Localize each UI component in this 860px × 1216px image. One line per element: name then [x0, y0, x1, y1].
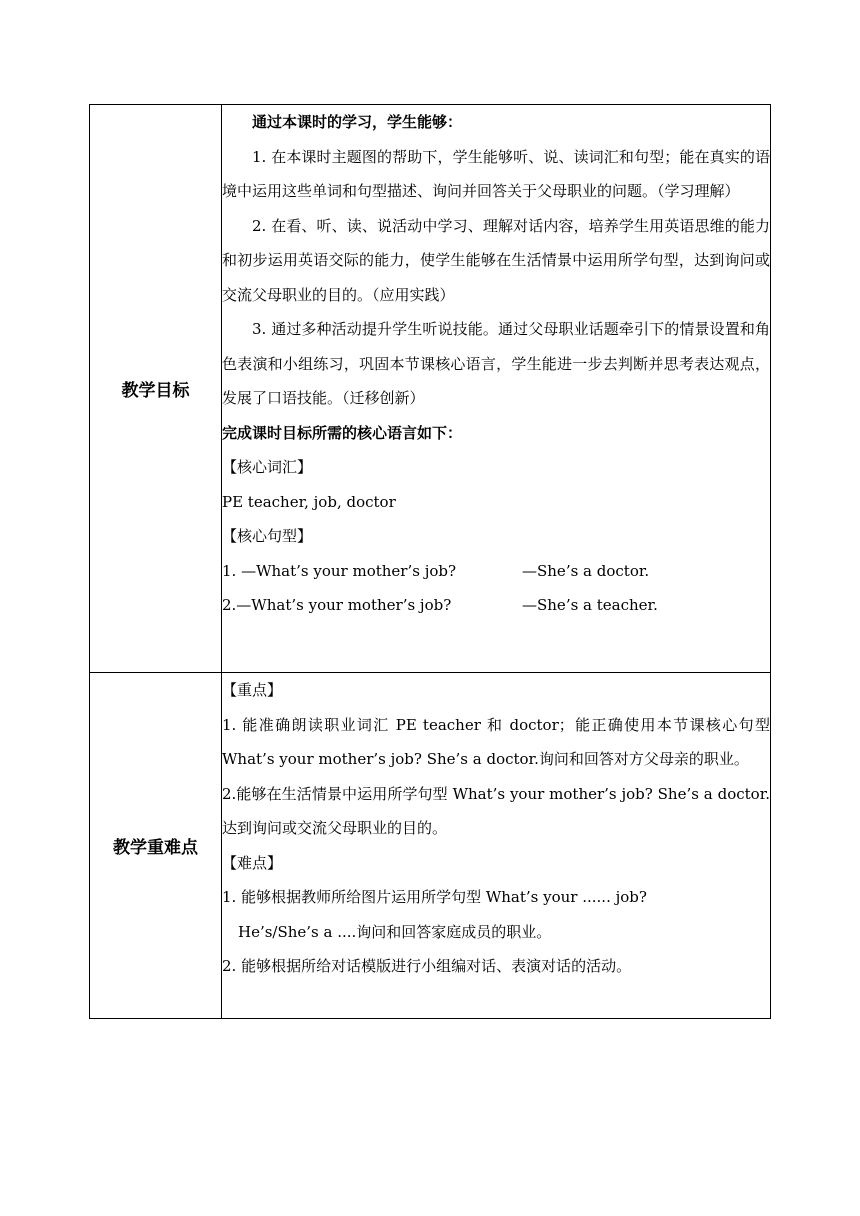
core-language-heading: 完成课时目标所需的核心语言如下：: [222, 423, 463, 442]
vocab-heading: 【核心词汇】: [222, 458, 313, 476]
sentence-answer: —She’s a doctor.: [522, 561, 650, 580]
difficulties-row: [90, 673, 771, 1019]
hard-point-line: 2. 能够根据所给对话模版进行小组编对话、表演对话的活动。: [222, 957, 632, 975]
objective-point: 3. 通过多种活动提升学生听说技能。通过父母职业话题牵引下的情景设置和角色表演和小组练习，巩固本节课核心语言，学生能进一步去判断并思考表达观点，发展了口语技能。（迁移创新）: [222, 320, 770, 407]
hard-points-heading: 【难点】: [222, 853, 283, 872]
sentence-question: 2.—What’s your mother’s job?: [222, 596, 452, 614]
key-point: 1. 能准确朗读职业词汇 PE teacher 和 doctor；能正确使用本节课核心句型 What’s your mother’s job? She’s a doctor.询问和回答对方父母亲的职业。: [222, 715, 770, 768]
objectives-intro: 通过本课时的学习，学生能够：: [252, 113, 463, 131]
objective-point: 1. 在本课时主题图的帮助下，学生能够听、说、读词汇和句型；能在真实的语境中运用这些单词和句型描述、询问并回答关于父母职业的问题。（学习理解）: [222, 147, 770, 200]
objectives-label: 教学目标: [90, 105, 222, 673]
objective-point: 2. 在看、听、读、说活动中学习、理解对话内容，培养学生用英语思维的能力和初步运用英语交际的能力，使学生能够在生活情景中运用所学句型，达到询问或交流父母职业的目的。（应用实践）: [222, 216, 770, 304]
difficulties-content: [222, 673, 771, 1019]
sentence-answer: —She’s a teacher.: [522, 596, 658, 614]
sentence-pair: [222, 554, 770, 589]
objectives-content: [222, 105, 771, 673]
hard-point-line: He’s/She’s a ....询问和回答家庭成员的职业。: [238, 922, 552, 941]
hard-point-line: 1. 能够根据教师所给图片运用所学句型 What’s your ...... job?: [222, 888, 647, 906]
difficulties-label: 教学重难点: [90, 673, 222, 1019]
objectives-row: [90, 105, 771, 673]
sentence-heading: 【核心句型】: [222, 527, 313, 545]
sentence-question: 1. —What’s your mother’s job?: [222, 561, 457, 580]
lesson-plan-table: [89, 104, 771, 1019]
key-point: 2.能够在生活情景中运用所学句型 What’s your mother’s job? She’s a doctor.达到询问或交流父母职业的目的。: [222, 784, 770, 837]
vocab-list: PE teacher, job, doctor: [222, 492, 396, 511]
sentence-pair: [222, 588, 770, 623]
key-points-heading: 【重点】: [222, 681, 283, 699]
